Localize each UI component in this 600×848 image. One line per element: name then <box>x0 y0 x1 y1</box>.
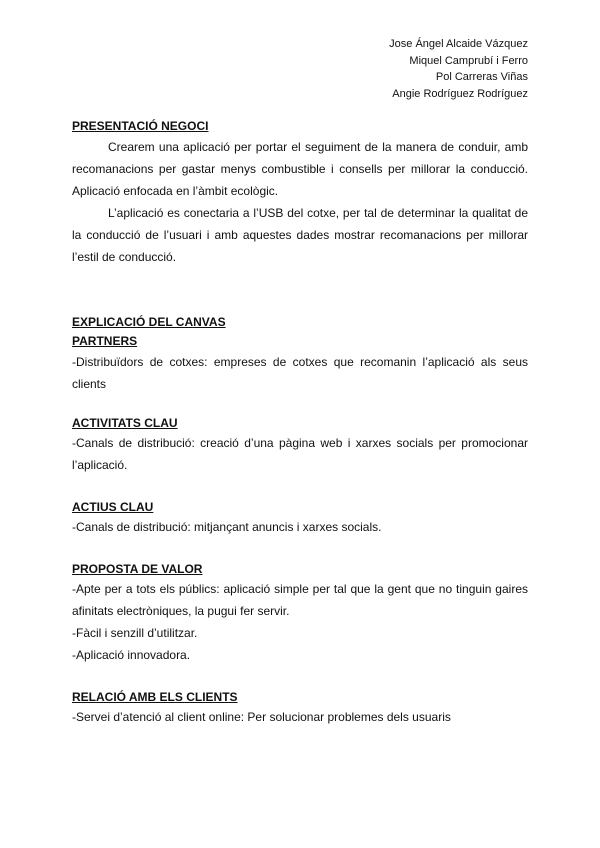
subsection-heading-actius: ACTIUS CLAU <box>72 500 154 514</box>
section-heading-canvas: EXPLICACIÓ DEL CANVAS <box>72 315 226 329</box>
relacio-text: -Servei d’atenció al client online: Per solucionar problemes dels usuaris <box>72 710 451 724</box>
author-list <box>389 36 528 102</box>
author-name: Angie Rodríguez Rodríguez <box>392 87 528 100</box>
subsection-heading-proposta: PROPOSTA DE VALOR <box>72 562 203 576</box>
presentacio-paragraph-2: L’aplicació es conectaria a l’USB del cotxe, per tal de determinar la qualitat de la conducció de l’usuari i amb aquestes dades mostrar recomanacions per millorar l’estil de conducció. <box>72 206 528 264</box>
activitats-text: -Canals de distribució: creació d’una pàgina web i xarxes socials per promocionar l’aplicació. <box>72 436 528 472</box>
list-item: -Apte per a tots els públics: aplicació simple per tal que la gent que no tinguin gaires afinitats electròniques, la pugui fer servir. <box>72 582 528 618</box>
partners-text: -Distribuïdors de cotxes: empreses de cotxes que recomanin l’aplicació als seus clients <box>72 355 528 391</box>
subsection-heading-relacio: RELACIÓ AMB ELS CLIENTS <box>72 690 238 704</box>
section-heading-presentacio: PRESENTACIÓ NEGOCI <box>72 119 209 133</box>
author-name: Pol Carreras Viñas <box>435 71 528 83</box>
document-body <box>72 118 528 728</box>
actius-text: -Canals de distribució: mitjançant anuncis i xarxes socials. <box>72 520 382 534</box>
author-name: Miquel Camprubí i Ferro <box>409 54 528 67</box>
subsection-heading-partners: PARTNERS <box>72 334 138 348</box>
subsection-heading-activitats: ACTIVITATS CLAU <box>72 416 178 430</box>
presentacio-paragraph-1: Crearem una aplicació per portar el seguiment de la manera de conduir, amb recomanacions per gastar menys combustible i consells per millorar la conducció. Aplicació enfocada en l’àmbit ecològic. <box>72 140 528 198</box>
proposta-list <box>72 578 528 666</box>
author-name: Jose Ángel Alcaide Vázquez <box>389 38 528 50</box>
list-item: -Aplicació innovadora. <box>72 648 191 662</box>
list-item: -Fàcil i senzill d’utilitzar. <box>72 626 198 640</box>
